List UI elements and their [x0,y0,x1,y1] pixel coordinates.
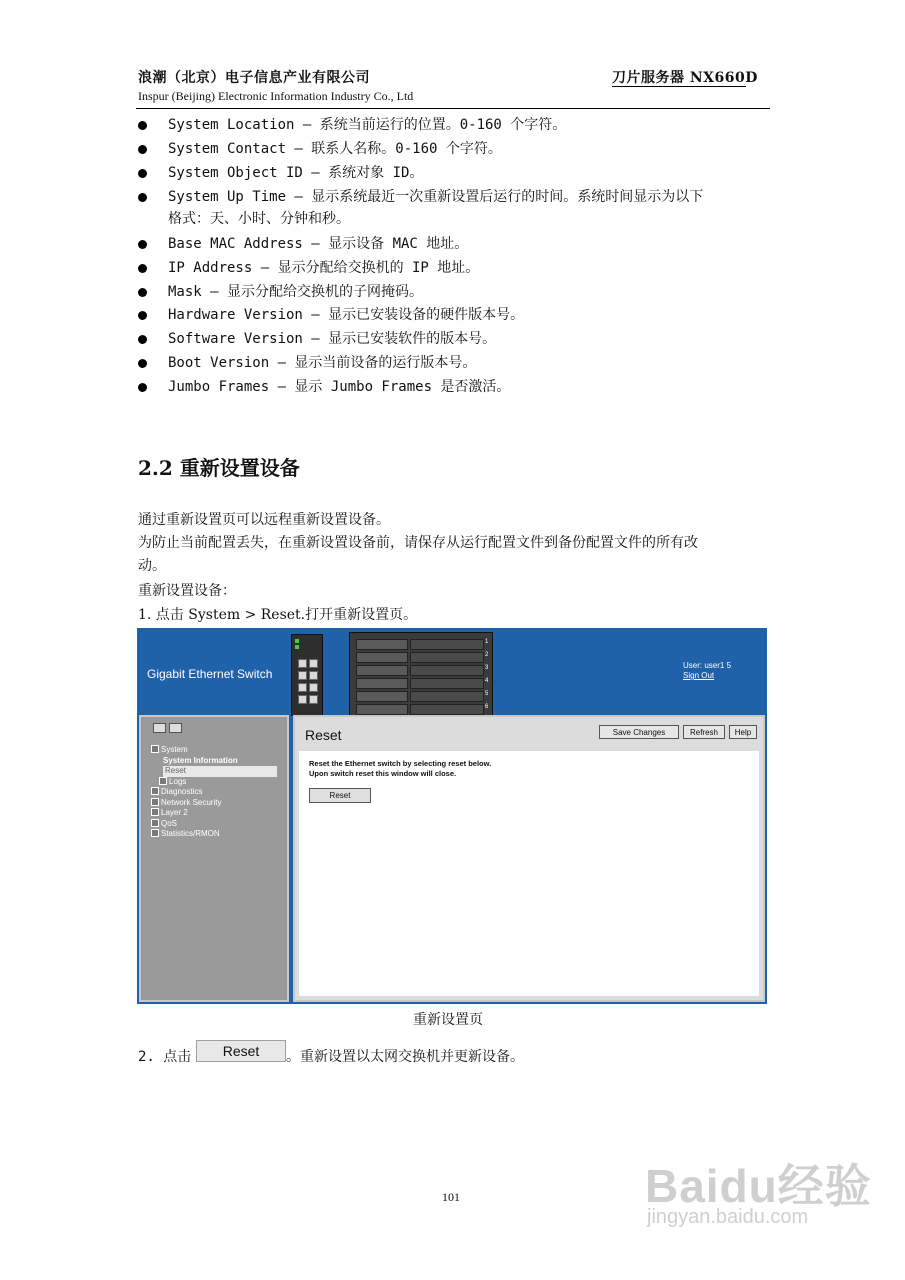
tree-item-logs[interactable]: Logs [151,777,277,788]
tree-item-qos[interactable]: QoS [151,819,277,830]
expand-icon [151,787,159,795]
section-heading: 2.2 重新设置设备 [138,456,300,480]
expand-icon [159,777,167,785]
chassis-image: 1 2 3 4 5 6 [349,632,493,716]
collapse-all-button[interactable] [169,723,182,733]
header-rule [136,108,770,109]
watermark-url: jingyan.baidu.com [647,1206,809,1228]
help-button[interactable]: Help [729,725,757,739]
step-2-text: 。重新设置以太网交换机并更新设备。 [286,1049,524,1065]
bullet-dot [138,288,147,297]
paragraph-continuation: 动。 [138,558,166,574]
expand-icon [151,798,159,806]
sign-out-link[interactable]: Sign Out [683,671,715,680]
reset-page-screenshot [137,628,767,1004]
collapse-icon [151,745,159,753]
expand-icon [151,829,159,837]
bullet-dot [138,383,147,392]
header-product: 刀片服务器 NX660D [612,70,758,86]
bullet-dot [138,145,147,154]
tree-item-reset[interactable]: Reset [151,766,277,777]
header-rule-short [612,86,746,87]
page-title: Reset [305,727,342,743]
bullet-dot [138,359,147,368]
bullet-dot [138,121,147,130]
expand-icon [151,819,159,827]
tree-item-statistics[interactable]: Statistics/RMON [151,829,277,840]
step-1: 1. 点击 System > Reset.打开重新设置页。 [138,607,418,623]
bullet-dot [138,264,147,273]
refresh-button[interactable]: Refresh [683,725,725,739]
reset-message: Reset the Ethernet switch by selecting reset below. Upon switch reset this window will close. [309,759,492,778]
page-number: 101 [442,1190,460,1204]
tree-item-layer-2[interactable]: Layer 2 [151,808,277,819]
tree-item-network-security[interactable]: Network Security [151,798,277,809]
header-company-en: Inspur (Beijing) Electronic Information Industry Co., Ltd [138,89,414,103]
content-pane [293,715,765,1002]
switch-module-image [291,634,323,716]
tree-item-system[interactable]: System [151,745,277,756]
bullet-dot [138,240,147,249]
header-company-cn: 浪潮（北京）电子信息产业有限公司 [138,70,370,86]
content-body [299,751,759,996]
nav-tree [151,745,277,840]
step-2-prefix: 2. 点击 [138,1049,192,1065]
bullet-dot [138,169,147,178]
paragraph: 为防止当前配置丢失，在重新设置设备前，请保存从运行配置文件到备份配置文件的所有改 [138,535,698,551]
user-label: User: user1 5 [683,661,732,670]
navigation-pane [139,715,289,1002]
baidu-watermark [645,1150,872,1228]
reset-button[interactable]: Reset [309,788,371,803]
expand-icon [151,808,159,816]
brand-title: Gigabit Ethernet Switch [147,667,273,681]
inline-reset-button: Reset [196,1040,286,1062]
bullet-dot [138,335,147,344]
expand-all-button[interactable] [153,723,166,733]
tree-item-diagnostics[interactable]: Diagnostics [151,787,277,798]
tree-item-system-information[interactable]: System Information [163,755,238,765]
user-info [683,661,731,681]
watermark-logo: Baidu经验 [645,1160,872,1212]
web-ui-banner [137,628,767,714]
bullet-dot [138,311,147,320]
save-changes-button[interactable]: Save Changes [599,725,679,739]
figure-caption: 重新设置页 [413,1012,483,1028]
bullet-dot [138,193,147,202]
paragraph: 重新设置设备： [138,583,236,599]
paragraph: 通过重新设置页可以远程重新设置设备。 [138,512,390,528]
